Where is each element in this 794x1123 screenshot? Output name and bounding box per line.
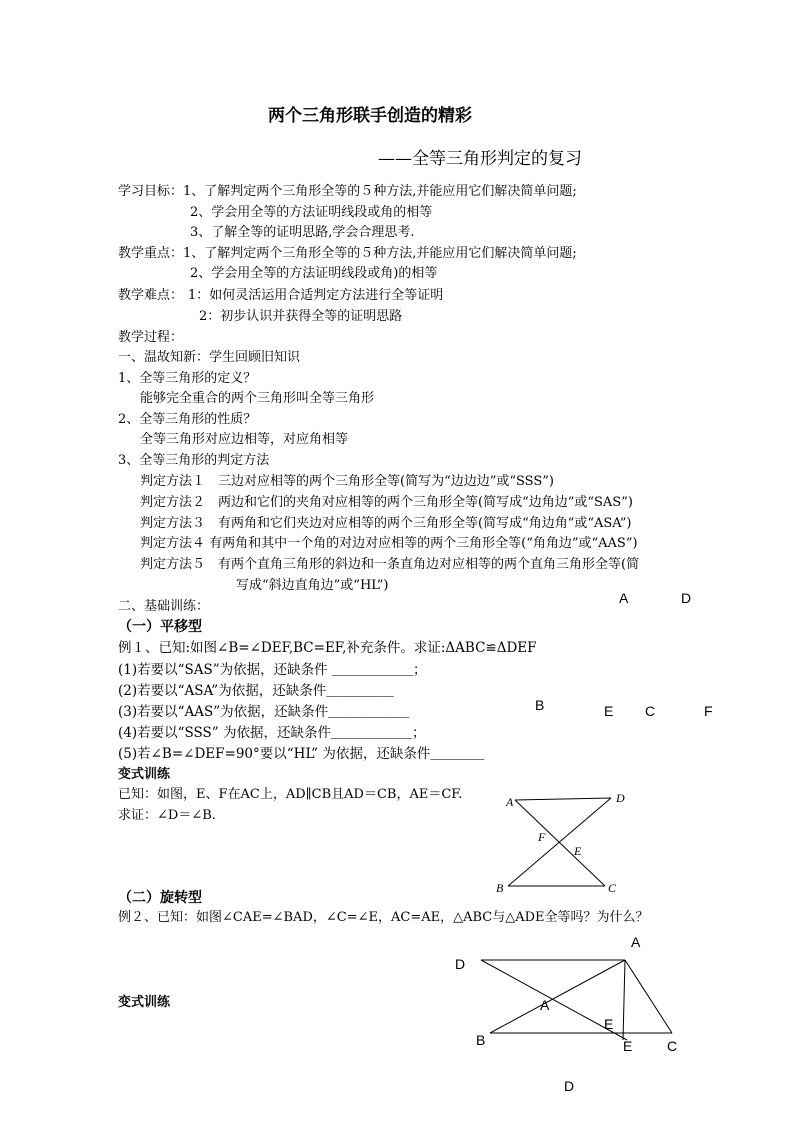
page-subtitle: ——全等三角形判定的复习: [378, 149, 582, 169]
point-label-d: D: [681, 590, 692, 606]
variant-training-label: 变式训练: [118, 767, 171, 782]
point-label-c: C: [667, 1038, 678, 1054]
point-label-e: E: [604, 1016, 614, 1032]
point-label-d: D: [455, 956, 466, 972]
point-label-a: A: [506, 795, 514, 809]
example-1: 例１、已知:如图∠B=∠DEF,BC=EF,补充条件。求证:ΔABC≌ΔDEF: [118, 640, 537, 656]
question-1: 1、全等三角形的定义？: [118, 371, 257, 386]
point-label-b: B: [496, 881, 504, 895]
point-label-a: A: [631, 934, 641, 950]
example-1-item: (1)若要以“SAS”为依据，还缺条件 ＿＿＿＿＿＿；: [118, 662, 427, 678]
question-3: 3、全等三角形的判定方法: [118, 453, 270, 468]
point-label-f: F: [538, 830, 546, 844]
key-point-item: 1、了解判定两个三角形全等的５种方法,并能应用它们解决简单问题;: [183, 246, 577, 261]
point-label-f: F: [704, 703, 713, 719]
question-2: 2、全等三角形的性质？: [118, 412, 257, 427]
subsection-translation: （一）平移型: [118, 619, 202, 635]
variant-known: 已知：如图，E、F在AC上，AD∥CB且AD＝CB，AE＝CF.: [118, 787, 463, 802]
variant-training-label-2: 变式训练: [118, 995, 171, 1010]
point-label-c: C: [645, 703, 656, 719]
goal-item: 1、了解判定两个三角形全等的５种方法,并能应用它们解决简单问题;: [183, 184, 577, 199]
point-label-d-lower: D: [564, 1078, 575, 1094]
example-2: 例２、已知：如图∠CAE=∠BAD，∠C=∠E，AC=AE，△ABC与△ADE全等吗？为什么？: [118, 910, 649, 925]
subsection-rotation: （二）旋转型: [118, 890, 202, 906]
point-label-b: B: [535, 697, 545, 713]
method-2: 判定方法２ 两边和它们的夹角对应相等的两个三角形全等(简写成“边角边”或“SAS”): [140, 495, 633, 510]
answer-2: 全等三角形对应边相等，对应角相等: [140, 432, 349, 447]
point-label-b: B: [476, 1032, 486, 1048]
variant-prove: 求证：∠D＝∠B.: [118, 808, 216, 823]
section2-heading: 二、基础训练：: [118, 599, 210, 614]
example-1-item: (5)若∠B=∠DEF=90°要以“HL” 为依据，还缺条件＿＿＿＿: [118, 746, 485, 762]
key-point-item: 2、学会用全等的方法证明线段或角)的相等: [190, 266, 438, 281]
method-5-cont: 写成“斜边直角边”或“HL”): [236, 578, 389, 593]
difficulty-item: 1：如何灵活运用合适判定方法进行全等证明: [188, 288, 444, 303]
answer-1: 能够完全重合的两个三角形叫全等三角形: [140, 391, 375, 406]
example-1-item: (4)若要以“SSS” 为依据，还缺条件＿＿＿＿＿＿；: [118, 725, 426, 741]
point-label-e-lower: E: [623, 1038, 633, 1054]
method-1: 判定方法１ 三边对应相等的两个三角形全等(简写为“边边边”或“SSS”): [140, 474, 554, 489]
section1-heading: 一、温故知新：学生回顾旧知识: [118, 350, 301, 365]
example-1-item: (2)若要以“ASA”为依据，还缺条件＿＿＿＿＿: [118, 683, 394, 699]
difficulty-item: 2：初步认识并获得全等的证明思路: [199, 309, 403, 324]
difficulties-label: 教学难点：: [118, 288, 184, 303]
method-5: 判定方法５ 有两个直角三角形的斜边和一条直角边对应相等的两个直角三角形全等(简: [140, 557, 640, 572]
goals-label: 学习目标：: [118, 184, 184, 199]
key-points-label: 教学重点：: [118, 246, 184, 261]
point-label-a: A: [619, 590, 629, 606]
point-label-a-inner: A: [540, 997, 550, 1013]
point-label-d: D: [616, 791, 625, 805]
point-label-e: E: [574, 844, 582, 858]
method-4: 判定方法４ 有两角和其中一个角的对边对应相等的两个三角形全等(“角角边”或“AAS”): [140, 536, 638, 551]
page-title: 两个三角形联手创造的精彩: [268, 106, 472, 126]
point-label-c: C: [608, 881, 617, 895]
method-3: 判定方法３ 有两角和它们夹边对应相等的两个三角形全等(简写成“角边角”或“ASA”): [140, 516, 632, 531]
goal-item: 3、了解全等的证明思路,学会合理思考.: [190, 225, 415, 240]
process-label: 教学过程：: [118, 330, 184, 345]
goal-item: 2、学会用全等的方法证明线段或角的相等: [190, 205, 433, 220]
point-label-e: E: [604, 703, 614, 719]
example-1-item: (3)若要以“AAS”为依据，还缺条件＿＿＿＿＿＿: [118, 704, 410, 720]
